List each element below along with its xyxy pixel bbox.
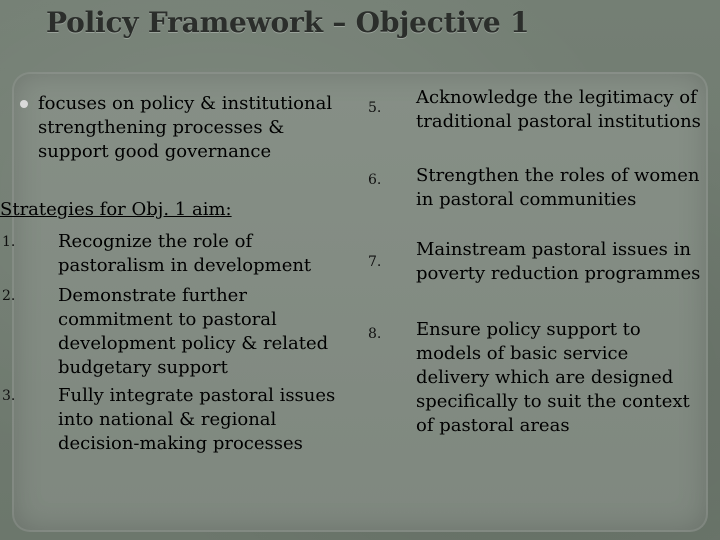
strategy-text-3: Fully integrate pastoral issues into national & regional decision-making processes xyxy=(58,385,336,454)
strategy-item-2 xyxy=(0,284,350,380)
strategy-item-3 xyxy=(0,384,350,456)
strategy-item-1 xyxy=(0,230,350,278)
strategy-number-3: 3. xyxy=(2,388,16,404)
right-text-6: Strengthen the roles of women in pastoral communities xyxy=(416,165,700,210)
strategy-text-2: Demonstrate further commitment to pastoral development policy & related budgetary support xyxy=(58,285,329,378)
strategy-number-2: 2. xyxy=(2,288,16,304)
right-text-7: Mainstream pastoral issues in poverty reduction programmes xyxy=(416,239,701,284)
slide-title: Policy Framework – Objective 1 xyxy=(46,6,530,39)
intro-bullet-text: focuses on policy & institutional strengthening processes & support good governance xyxy=(38,93,333,162)
right-text-5: Acknowledge the legitimacy of traditional pastoral institutions xyxy=(416,87,701,132)
strategy-number-1: 1. xyxy=(2,234,16,250)
right-number-7: 7. xyxy=(368,254,382,270)
bullet-dot-icon xyxy=(20,100,28,108)
strategies-heading: Strategies for Obj. 1 aim: xyxy=(0,199,232,220)
right-number-8: 8. xyxy=(368,326,382,342)
strategy-text-1: Recognize the role of pastoralism in development xyxy=(58,231,312,276)
right-number-5: 5. xyxy=(368,100,382,116)
right-text-8: Ensure policy support to models of basic service delivery which are designed specifically to suit the context of pastoral areas xyxy=(416,319,690,436)
intro-bullet xyxy=(20,92,360,164)
right-number-6: 6. xyxy=(368,172,382,188)
